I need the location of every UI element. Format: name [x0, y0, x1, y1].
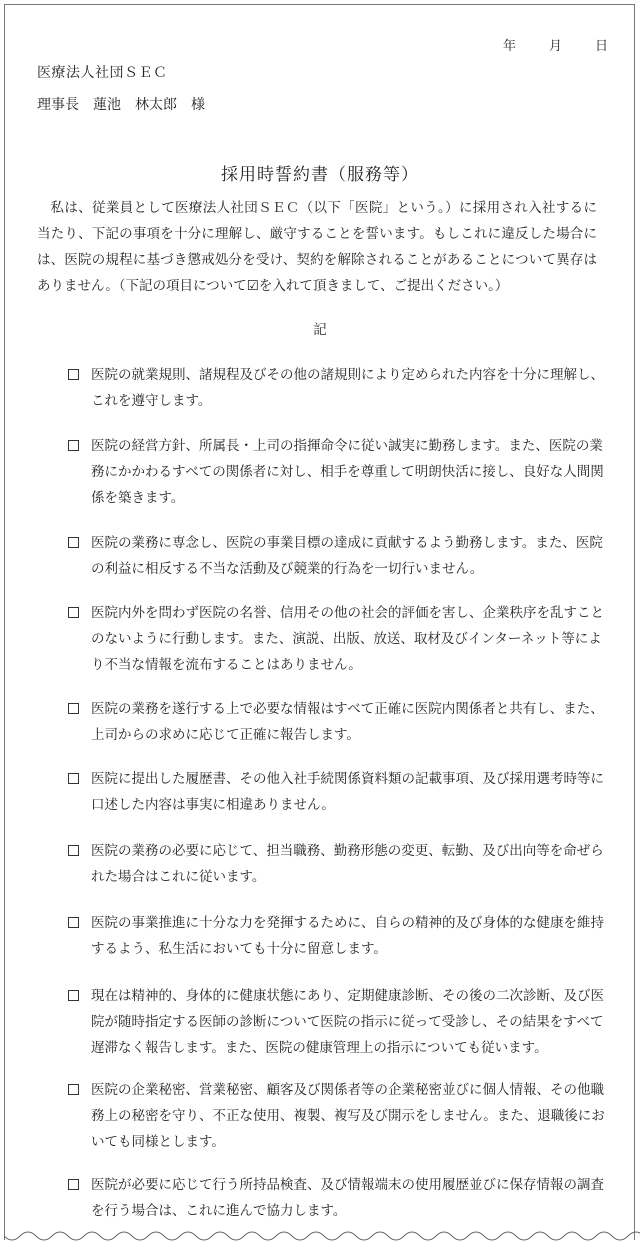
document-title: 採用時誓約書（服務等）	[221, 165, 419, 185]
date-day: 日	[594, 39, 608, 54]
checkbox[interactable]	[68, 440, 79, 451]
pledge-text: 現在は精神的、身体的に健康状態にあり、定期健康診断、その後の二次診断、及び医院が随時指定する医師の診断について医院の指示に従って受診し、その結果をすべて遅滞なく報告します。また、医院の健康管理上の指示についても従います。	[91, 988, 604, 1056]
addressee-org: 医療法人社団ＳＥＣ	[37, 65, 168, 81]
addressee-honorific: 様	[191, 97, 205, 113]
checkbox[interactable]	[68, 845, 79, 856]
pledge-item	[68, 433, 608, 511]
pledge-item	[68, 766, 608, 818]
checkbox[interactable]	[68, 607, 79, 618]
torn-edge	[0, 1228, 640, 1256]
pledge-item	[68, 362, 608, 414]
checkbox[interactable]	[68, 773, 79, 784]
addressee-person	[37, 94, 219, 114]
pledge-text: 医院の業務を遂行する上で必要な情報はすべて正確に医院内関係者と共有し、また、上司からの求めに応じて正確に報告します。	[91, 701, 604, 743]
date-year: 年	[503, 39, 517, 54]
pledge-text: 医院の業務に専念し、医院の事業目標の達成に貢献するよう勤務します。また、医院の利益に相反する不当な活動及び競業的行為を一切行いません。	[91, 535, 603, 577]
pledge-item	[68, 1172, 608, 1224]
pledge-text: 医院の経営方針、所属長・上司の指揮命令に従い誠実に勤務します。また、医院の業務にかかわるすべての関係者に対し、相手を尊重して明朗快活に接し、良好な人間関係を築きます。	[91, 438, 604, 506]
date-month: 月	[548, 39, 562, 54]
checkbox[interactable]	[68, 369, 79, 380]
pledge-item	[68, 530, 608, 582]
intro-paragraph: 私は、従業員として医療法人社団ＳＥＣ（以下「医院」という。）に採用され入社するに当たり、下記の事項を十分に理解し、厳守することを誓います。もしこれに違反した場合には、医院の規程に基づき懲戒処分を受け、契約を解除されることがあることについて異存はありません。（下記の項目について☑を入れて頂きまして、ご提出ください。）	[37, 200, 597, 294]
addressee-given: 林太郎	[135, 97, 177, 113]
pledge-text: 医院に提出した履歴書、その他入社手続関係資料類の記載事項、及び採用選考時等に口述した内容は事実に相違ありません。	[91, 771, 604, 813]
checkbox[interactable]	[68, 537, 79, 548]
pledge-item	[68, 838, 608, 890]
ki-heading: 記	[313, 322, 327, 338]
date-line	[503, 35, 608, 54]
pledge-text: 医院の事業推進に十分な力を発揮するために、自らの精神的及び身体的な健康を維持するよう、私生活においても十分に留意します。	[91, 915, 604, 957]
addressee-surname: 蓮池	[93, 97, 121, 113]
addressee-position: 理事長	[37, 97, 79, 113]
checkbox[interactable]	[68, 917, 79, 928]
pledge-text: 医院の企業秘密、営業秘密、顧客及び関係者等の企業秘密並びに個人情報、その他職務上の秘密を守り、不正な使用、複製、複写及び開示をしません。また、退職後においても同様とします。	[91, 1082, 605, 1150]
checkbox[interactable]	[68, 990, 79, 1001]
pledge-item	[68, 600, 608, 678]
pledge-item	[68, 1077, 608, 1155]
checkbox[interactable]	[68, 1179, 79, 1190]
pledge-item	[68, 983, 608, 1061]
pledge-text: 医院が必要に応じて行う所持品検査、及び情報端末の使用履歴並びに保存情報の調査を行う場合は、これに進んで協力します。	[91, 1177, 604, 1219]
pledge-text: 医院の就業規則、諸規程及びその他の諸規則により定められた内容を十分に理解し、これを遵守します。	[91, 367, 604, 409]
pledge-item	[68, 696, 608, 748]
pledge-text: 医院内外を問わず医院の名誉、信用その他の社会的評価を害し、企業秩序を乱すことのないように行動します。また、演説、出版、放送、取材及びインターネット等により不当な情報を流布することはありません。	[91, 605, 604, 673]
pledge-text: 医院の業務の必要に応じて、担当職務、勤務形態の変更、転勤、及び出向等を命ぜられた場合はこれに従います。	[91, 843, 604, 885]
pledge-item	[68, 910, 608, 962]
checkbox[interactable]	[68, 703, 79, 714]
checkbox[interactable]	[68, 1084, 79, 1095]
